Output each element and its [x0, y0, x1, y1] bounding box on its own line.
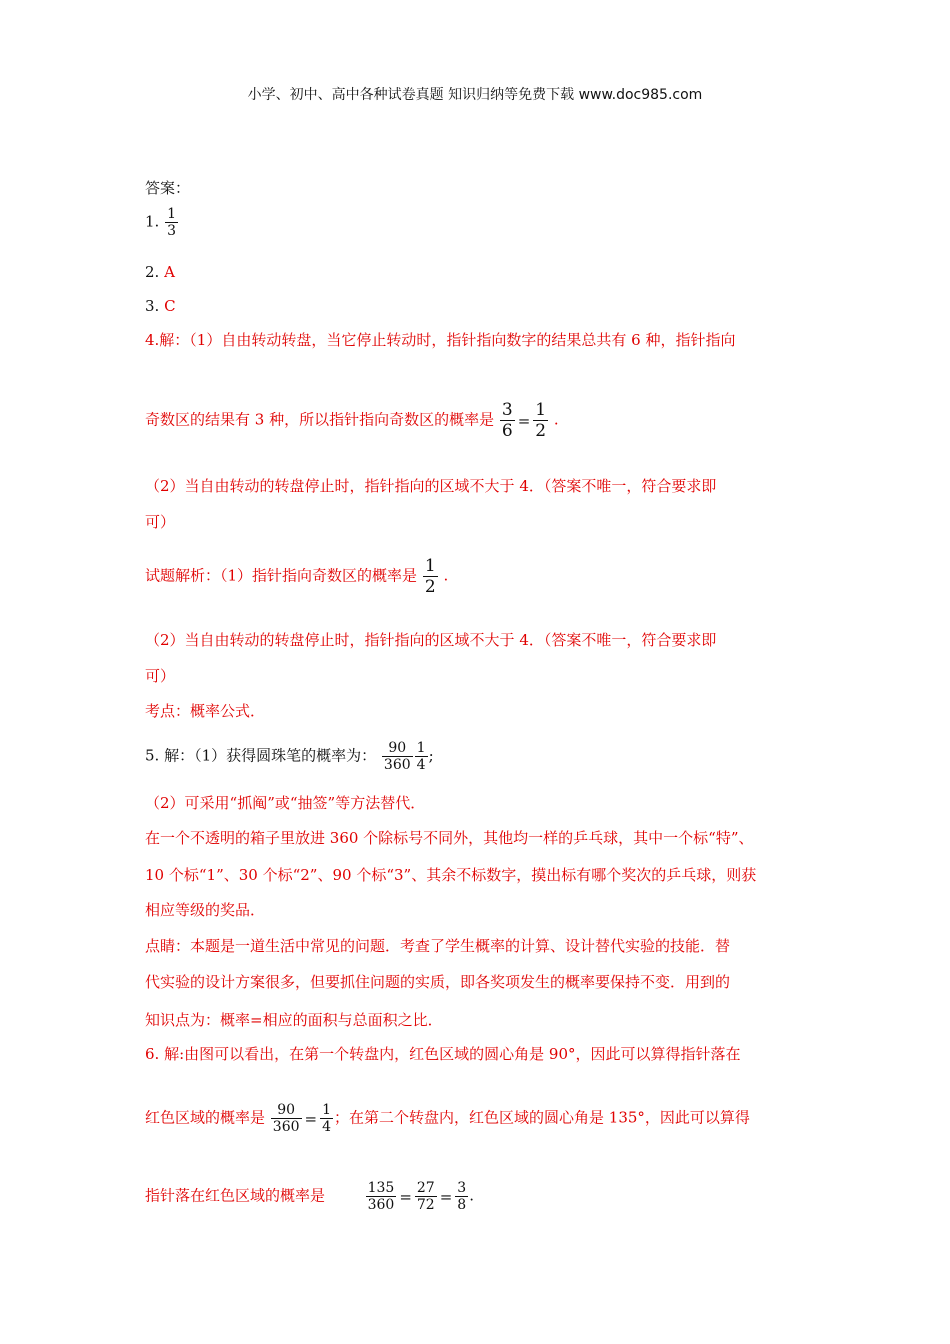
q1-number: 1.	[145, 212, 160, 231]
q4-equals: =	[517, 411, 531, 430]
q6-fraction-4	[415, 1180, 437, 1213]
q4-line-2-text: 奇数区的结果有 3 种，所以指针指向奇数区的概率是	[145, 410, 495, 429]
q4-line-4: 可）	[145, 513, 176, 531]
q6-f3-num: 135	[367, 1180, 395, 1196]
q6-fraction-3	[366, 1180, 397, 1213]
q5-f1-den: 360	[383, 757, 411, 773]
q3-number: 3.	[145, 297, 160, 315]
q1-answer	[145, 206, 179, 239]
q5-fraction-2	[415, 740, 428, 773]
q6-line-2-text-a: 红色区域的概率是	[145, 1108, 266, 1127]
q5-line-5: 相应等级的奖品．	[145, 901, 266, 919]
q6-fraction-2	[320, 1102, 333, 1135]
q5-line-1	[145, 740, 434, 773]
q5-f2-num: 1	[416, 740, 426, 756]
q5-line-2: （2）可采用“抓阄”或“抽签”等方法替代．	[145, 794, 426, 812]
q2-number: 2.	[145, 263, 160, 281]
q6-line-3-end: .	[469, 1186, 474, 1205]
answers-title: 答案：	[145, 179, 191, 197]
q3-answer	[145, 296, 176, 316]
q6-line-3-text: 指针落在红色区域的概率是	[145, 1186, 326, 1205]
q6-f4-num: 27	[416, 1180, 435, 1196]
q6-f3-den: 360	[367, 1197, 395, 1213]
q4-line-2-end: .	[553, 410, 559, 429]
q6-fraction-5	[455, 1180, 468, 1213]
q4-line-6: （2）当自由转动的转盘停止时，指针指向的区域不大于 4．（答案不唯一，符合要求即	[145, 631, 717, 649]
q4-f3-num: 1	[424, 556, 436, 576]
q4-f1-den: 6	[501, 421, 513, 441]
q2-choice: A	[164, 263, 175, 281]
q6-equals-3: =	[439, 1187, 453, 1206]
q1-frac-num: 1	[167, 206, 177, 222]
q4-line-5-text: 试题解析：（1）指针指向奇数区的概率是	[145, 566, 418, 585]
q6-f2-den: 4	[322, 1119, 332, 1135]
q4-line-1: 4.解：（1）自由转动转盘，当它停止转动时，指针指向数字的结果总共有 6 种，指针指向	[145, 331, 736, 349]
q4-f2-num: 1	[535, 400, 547, 420]
q5-line-4: 10 个标“1”、30 个标“2”、90 个标“3”、其余不标数字，摸出标有哪个奖次的乒乓球，则获	[145, 866, 757, 884]
q6-f1-num: 90	[277, 1102, 296, 1118]
q1-fraction	[165, 206, 178, 239]
q4-line-7: 可）	[145, 667, 176, 685]
q6-equals: =	[304, 1109, 318, 1128]
q5-line-3: 在一个不透明的箱子里放进 360 个除标号不同外，其他均一样的乒乓球，其中一个标“特”、	[145, 829, 754, 847]
page-header: 小学、初中、高中各种试卷真题 知识归纳等免费下载 www.doc985.com	[247, 87, 703, 103]
q4-line-8: 考点：概率公式．	[145, 702, 266, 720]
q4-line-3: （2）当自由转动的转盘停止时，指针指向的区域不大于 4．（答案不唯一，符合要求即	[145, 477, 717, 495]
q5-f1-num: 90	[388, 740, 407, 756]
q2-answer	[145, 262, 175, 282]
q6-f2-num: 1	[322, 1102, 332, 1118]
q4-fraction-3	[423, 556, 438, 597]
q4-f1-num: 3	[501, 400, 513, 420]
q5-line-1-text: 5. 解：（1）获得圆珠笔的概率为：	[145, 746, 377, 765]
q6-line-1: 6. 解:由图可以看出，在第一个转盘内，红色区域的圆心角是 90°，因此可以算得指针落在	[145, 1045, 741, 1063]
q4-line-5-end: .	[443, 566, 449, 585]
q5-f2-den: 4	[416, 757, 426, 773]
q4-f2-den: 2	[535, 421, 547, 441]
q6-equals-2: =	[399, 1187, 412, 1206]
q6-line-3	[145, 1180, 474, 1213]
q4-fraction-1	[500, 400, 515, 441]
q5-line-1-end: ;	[428, 746, 434, 765]
q6-f5-den: 8	[457, 1197, 467, 1213]
q6-f4-den: 72	[416, 1197, 435, 1213]
q6-fraction-1	[271, 1102, 302, 1135]
q4-line-5	[145, 556, 448, 597]
q5-line-7: 代实验的设计方案很多，但要抓住问题的实质，即各奖项发生的概率要保持不变．用到的	[145, 973, 731, 991]
q1-frac-den: 3	[167, 223, 177, 239]
q6-f5-num: 3	[457, 1180, 467, 1196]
q5-line-8: 知识点为：概率=相应的面积与总面积之比．	[145, 1011, 443, 1029]
q4-line-2	[145, 400, 559, 441]
q6-line-2-text-b: ；在第二个转盘内，红色区域的圆心角是 135°，因此可以算得	[334, 1108, 750, 1127]
q4-fraction-2	[533, 400, 548, 441]
q4-f3-den: 2	[424, 577, 436, 597]
q6-f1-den: 360	[272, 1119, 300, 1135]
q3-choice: C	[164, 297, 176, 315]
q6-line-2	[145, 1102, 750, 1135]
q5-fraction-1	[382, 740, 413, 773]
q5-line-6: 点睛：本题是一道生活中常见的问题．考查了学生概率的计算、设计替代实验的技能．替	[145, 937, 731, 955]
